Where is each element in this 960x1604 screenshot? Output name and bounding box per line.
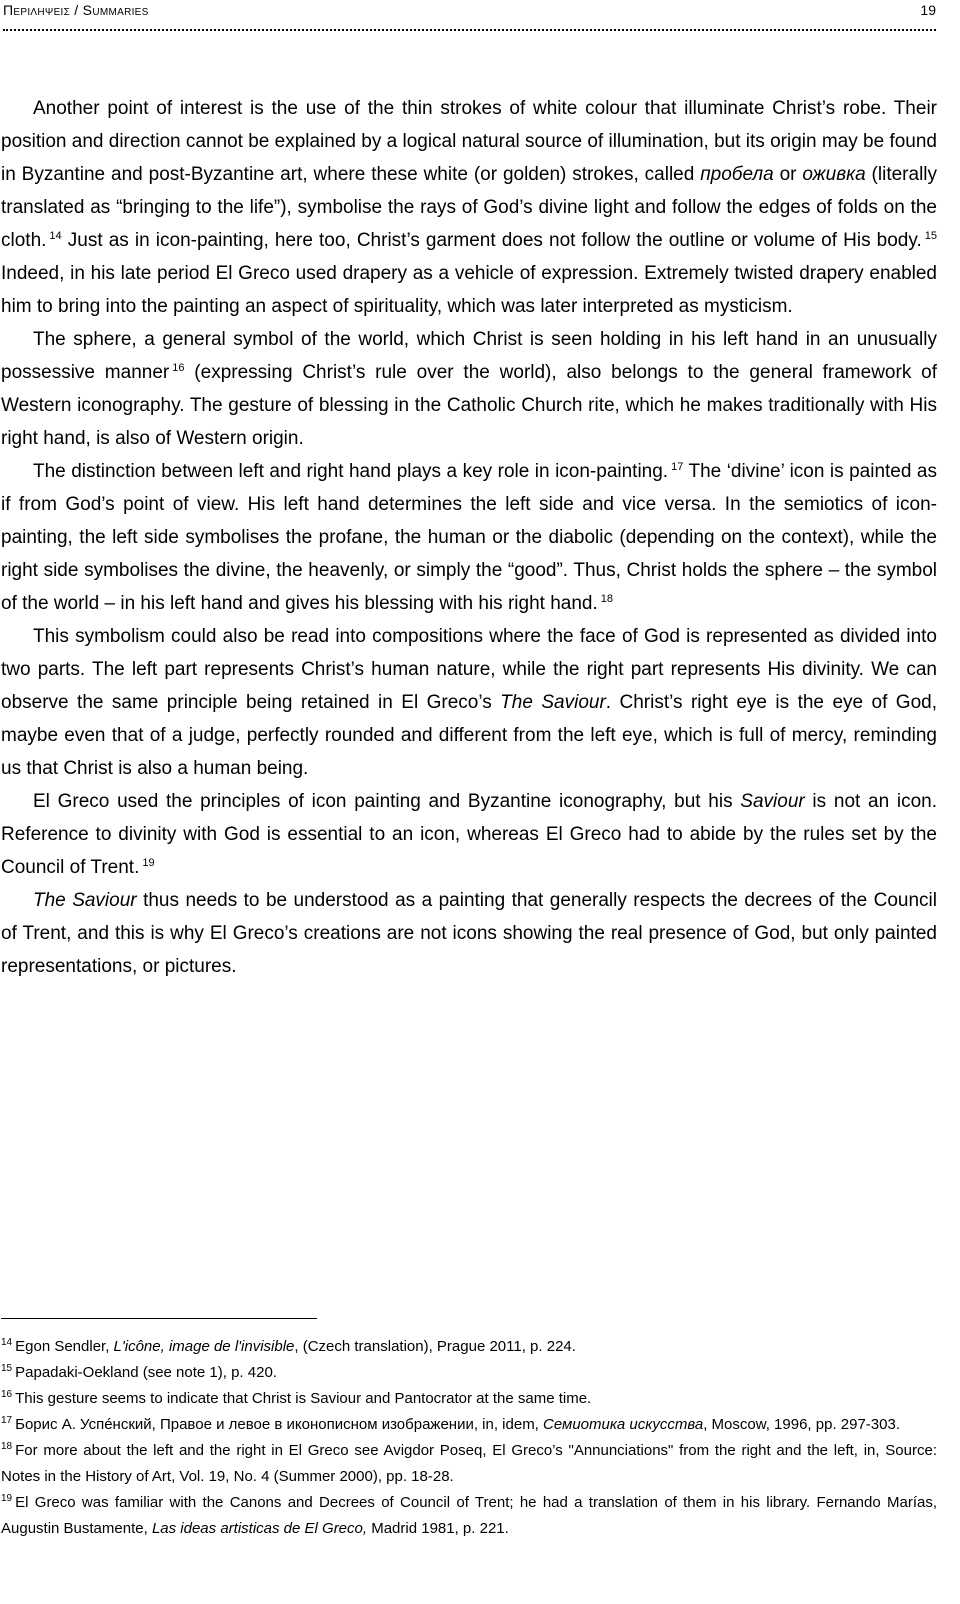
italic-term: пробела bbox=[700, 164, 774, 185]
footnote bbox=[1, 1386, 937, 1412]
paragraph bbox=[1, 92, 937, 323]
footnote bbox=[1, 1438, 937, 1490]
text-run: . Christ’s right eye is the eye of God, maybe even that of a judge, perfectly rounded and different from the left eye, which is full of mercy, reminding us that Christ is also a human being. bbox=[1, 692, 937, 779]
footnote-ref[interactable]: 14 bbox=[49, 229, 62, 242]
footnote-number: 16 bbox=[1, 1389, 13, 1400]
paragraph bbox=[1, 785, 937, 884]
footnote bbox=[1, 1412, 937, 1438]
text-run: The sphere, a general symbol of the world, which Christ is seen holding in his left hand in an unusually possessive manner bbox=[1, 329, 937, 383]
text-run: El Greco was familiar with the Canons and Decrees of Council of Trent; he had a translation of them in his library. Fernando Marías, Augustin Bustamente, bbox=[1, 1494, 937, 1537]
paragraph bbox=[1, 455, 937, 620]
italic-term: оживка bbox=[802, 164, 866, 185]
footnote-ref[interactable]: 18 bbox=[600, 592, 613, 605]
footnote-number: 15 bbox=[1, 1363, 13, 1374]
text-run: The ‘divine’ icon is painted as if from God’s point of view. His left hand determines the left side and vice versa. In the semiotics of icon-painting, the left side symbolises the profane, the human or the diabolic (depending on the context), while the right side symbolises the divine, the heavenly, or simply the “good”. Thus, Christ holds the sphere – the symbol of the world – in his left hand and gives his blessing with his right hand. bbox=[1, 461, 937, 614]
paragraph bbox=[1, 323, 937, 455]
page-number: 19 bbox=[920, 2, 936, 18]
footnote bbox=[1, 1360, 937, 1386]
page-header bbox=[3, 0, 936, 22]
running-title: Περιληψεις / Summaries bbox=[3, 2, 149, 18]
footnote-number: 18 bbox=[1, 1441, 13, 1452]
text-run: Madrid 1981, p. 221. bbox=[367, 1520, 509, 1537]
footnote-ref[interactable]: 15 bbox=[924, 229, 937, 242]
italic-term: L'icône, image de l'invisible bbox=[113, 1338, 295, 1355]
text-run: (expressing Christ’s rule over the world), also belongs to the general framework of Western iconography. The gesture of blessing in the Catholic Church rite, which he makes traditionally with His right hand, is also of Western origin. bbox=[1, 362, 937, 449]
text-run: This gesture seems to indicate that Christ is Saviour and Pantocrator at the same time. bbox=[15, 1390, 592, 1407]
text-run: (literally translated as “bringing to the life”), symbolise the rays of God’s divine light and follow the edges of folds on the cloth. bbox=[1, 164, 938, 251]
text-run: The distinction between left and right hand plays a key role in icon-painting. bbox=[33, 461, 669, 482]
header-dotted-rule bbox=[3, 23, 936, 31]
text-run: Another point of interest is the use of the thin strokes of white colour that illuminate Christ’s robe. Their position and direction cannot be explained by a logical natural source of illumination, but its origin may be found in Byzantine and post-Byzantine art, where these white (or golden) strokes, called bbox=[1, 98, 937, 185]
paragraph bbox=[1, 620, 937, 785]
italic-term: Saviour bbox=[740, 791, 805, 812]
text-run: Egon Sendler, bbox=[15, 1338, 114, 1355]
footnote-separator bbox=[1, 1318, 317, 1319]
text-run: Indeed, in his late period El Greco used drapery as a vehicle of expression. Extremely twisted drapery enabled him to bring into the painting an aspect of spirituality, which was later interpreted as mysticism. bbox=[1, 263, 937, 317]
footnote-number: 17 bbox=[1, 1415, 13, 1426]
footnote-ref[interactable]: 19 bbox=[142, 856, 155, 869]
text-run: El Greco used the principles of icon painting and Byzantine iconography, but his bbox=[33, 791, 741, 812]
footnote bbox=[1, 1334, 937, 1360]
text-run: For more about the left and the right in El Greco see Avigdor Poseq, El Greco’s "Annunciations" from the right and the left, in, Source: Notes in the History of Art, Vol. 19, No. 4 (Summer 2000), pp. 18-28. bbox=[1, 1442, 937, 1485]
text-run: , (Czech translation), Prague 2011, p. 224. bbox=[294, 1338, 576, 1355]
text-run: is not an icon. Reference to divinity with God is essential to an icon, whereas El Greco had to abide by the rules set by the Council of Trent. bbox=[1, 791, 937, 878]
paragraph bbox=[1, 884, 937, 983]
text-run: thus needs to be understood as a painting that generally respects the decrees of the Council of Trent, and this is why El Greco’s creations are not icons showing the real presence of God, but only painted representations, or pictures. bbox=[1, 890, 937, 977]
text-run: Just as in icon-painting, here too, Christ’s garment does not follow the outline or volume of His body. bbox=[61, 230, 922, 251]
text-run: or bbox=[773, 164, 803, 185]
italic-term: Семиотика искусства bbox=[543, 1416, 704, 1433]
footnote-number: 14 bbox=[1, 1337, 13, 1348]
main-text bbox=[1, 92, 937, 983]
text-run: This symbolism could also be read into compositions where the face of God is represented as divided into two parts. The left part represents Christ’s human nature, while the right part represents His divinity. We can observe the same principle being retained in El Greco’s bbox=[1, 626, 937, 713]
footnote-ref[interactable]: 17 bbox=[671, 460, 684, 473]
footnote-number: 19 bbox=[1, 1493, 13, 1504]
italic-term: The Saviour bbox=[33, 890, 137, 911]
italic-term: The Saviour bbox=[500, 692, 606, 713]
italic-term: Las ideas artisticas de El Greco, bbox=[151, 1520, 368, 1537]
footnote bbox=[1, 1490, 937, 1542]
text-run: , Moscow, 1996, pp. 297-303. bbox=[703, 1416, 900, 1433]
text-run: Борис А. Успéнский, Правое и левое в иконописном изображении, in, idem, bbox=[15, 1416, 544, 1433]
footnote-ref[interactable]: 16 bbox=[172, 361, 185, 374]
footnotes bbox=[1, 1334, 937, 1542]
text-run: Papadaki-Oekland (see note 1), p. 420. bbox=[15, 1364, 277, 1381]
